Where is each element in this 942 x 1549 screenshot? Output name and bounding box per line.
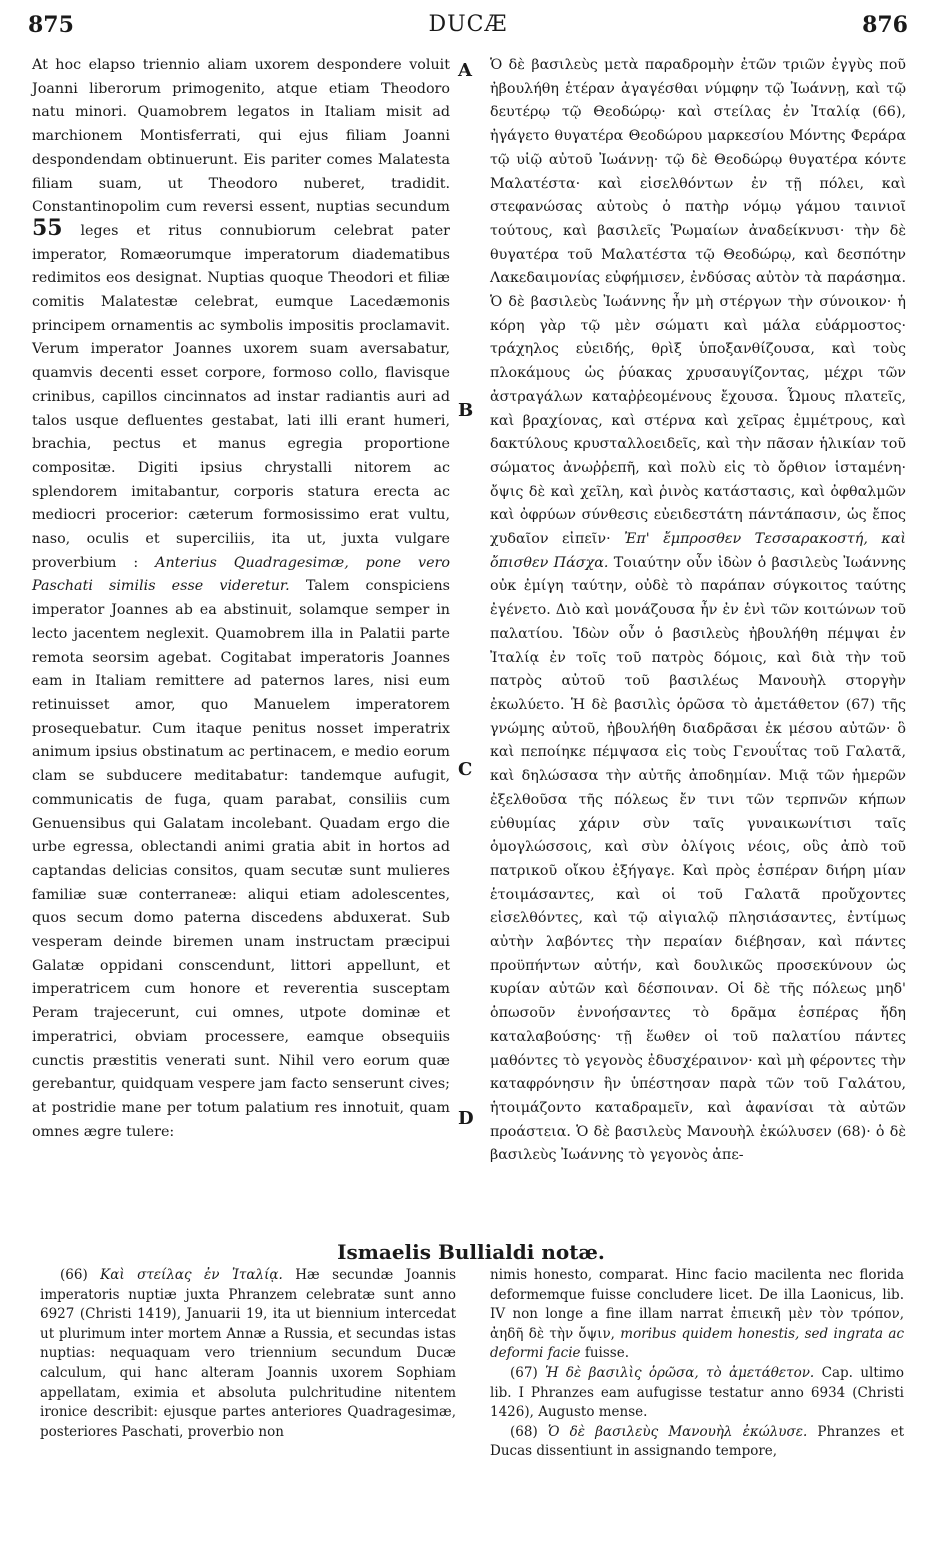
note-66-lemma: Καὶ στείλας ἐν Ἰταλίᾳ.: [100, 1267, 283, 1283]
note-68: [490, 1423, 904, 1462]
section-marker-a: A: [458, 60, 472, 81]
latin-column: [32, 54, 450, 1144]
section-marker-b: B: [458, 400, 474, 421]
latin-text-end: Talem conspiciens imperator Joannes ab ea abstinuit, solamque semper in lecto jacentem neglexit. Quamobrem illa in Palatii parte remota seorsim agebat. Cogitabat imperatoris Joannes eam in Italiam remittere ad paternos lares, nisi eum retinuisset amor, quo Manuelem imperatorem prosequebatur. Cum itaque penitus nosset imperatrix animum ipsius obstinatum ac pertinacem, e medio eorum clam se subducere meditabatur: tandemque aufugit, communicatis de fuga, quam parabat, consiliis cum Genuensibus qui Galatam incolebant. Quadam ergo die urbe egressa, oblectandi animi gratia abit in hortos ad captandas delicias consitos, quam secutæ sunt mulieres familiæ suæ conterraneæ: aliqui etiam adolescentes, quos secum domo paterna discedens abduxerat. Sub vesperam deinde biremen unam instructam præcipui Galatæ oppidani conscendunt, littori appellunt, et imperatricem cum honore et reverentia susceptam Peram trajecerunt, cui omnes, utpote dominæ et imperatrici, obviam processere, eamque obsequiis cunctis præstitis venerati sunt. Nihil vero eorum quæ gerebantur, quidquam vespere jam facto senserunt cives; at postridie mane per totum palatium res innotuit, quam omnes ægre tulere:: [32, 578, 450, 1140]
note-66-text: Hæ secundæ Joannis imperatoris nuptiæ juxta Phranzem celebratæ sunt anno 6927 (Christi 1419), Januarii 19, ita ut biennium intercedat ut plurimum inter mortem Annæ a Russia, et secundas istas nuptias: nequaquam vero triennium secundum Ducæ calculum, qui hanc alteram Joannis uxorem Sophiam appellatam, eximia et absoluta pulchritudine nitentem ironice describit: ejusque partes anteriores Quadragesimæ, posteriores Paschati, proverbio non: [40, 1267, 457, 1440]
note-66-cont-greek: ἐπιεικῆ μὲν τὸν τρόπον, ἀηδῆ δὲ τὴν ὄψιν,: [490, 1306, 905, 1342]
notes-right-column: [490, 1266, 904, 1462]
margin-number: 55: [32, 214, 63, 241]
note-68-label: (68): [510, 1423, 538, 1440]
page-number-right: 876: [862, 12, 908, 38]
greek-column: [490, 54, 906, 1168]
note-67-label: (67): [510, 1364, 538, 1381]
greek-proverb: Ἐπ' ἔμπροσθεν Τεσσαρακοστή, καὶ ὄπισθεν Πάσχα.: [490, 531, 906, 571]
note-66-label: (66): [60, 1267, 88, 1283]
note-67-text: Cap. ultimo lib. I Phranzes eam aufugisse testatur anno 6934 (Christi 1426), Augusto mense.: [490, 1364, 905, 1421]
running-head: DUCÆ: [428, 12, 508, 37]
latin-proverb: Anterius Quadragesimæ, pone vero Paschati similis esse videretur.: [32, 554, 450, 595]
section-marker-c: C: [458, 759, 473, 780]
page-header: [28, 12, 908, 42]
note-67-lemma: Ἡ δὲ βασιλὶς ὁρῶσα, τὸ ἀμετάθετον.: [545, 1364, 815, 1381]
section-marker-d: D: [458, 1108, 474, 1129]
note-68-lemma: Ὁ δὲ βασιλεὺς Μανουὴλ ἐκώλυσε.: [547, 1423, 808, 1440]
greek-text-start: Ὁ δὲ βασιλεὺς μετὰ παραδρομὴν ἐτῶν τριῶν ἐγγὺς ποῦ ἠβουλήθη ἑτέραν ἀγαγέσθαι νύμφην τῷ Ἰωάννῃ, καὶ τῷ δευτέρῳ τῷ Θεοδώρῳ· καὶ στείλας ἐν Ἰταλίᾳ (66), ἠγάγετο θυγατέρα Θεοδώρου μαρκεσίου Μόντης Φεράρα τῷ υἱῷ αὐτοῦ Ἰωάννῃ· τῷ δὲ Θεοδώρῳ θυγατέρα κόντε Μαλατέστα· καὶ εἰσελθόντων ἐν τῇ πόλει, καὶ στεφανώσας αὐτοὺς ὁ πατὴρ νόμῳ γάμου ταινιοῖ τούτους, καὶ βασιλεῖς Ῥωμαίων ἀναδείκνυσι· τὴν δὲ θυγατέρα τοῦ Μαλατέστα τῷ Θεοδώρῳ, καὶ δεσπότην Λακεδαιμονίας εὐφήμισεν, ἐνδύσας αὐτὸν τὰ παράσημα. Ὁ δὲ βασιλεὺς Ἰωάννης ἦν μὴ στέργων τὴν σύνοικον· ἡ κόρη γὰρ τῷ μὲν σώματι καὶ μάλα εὐάρμοστος· τράχηλος εὐειδής, θρὶξ ὑποξανθίζουσα, καὶ τοὺς πλοκάμους ὡς ῥύακας χρυσαυγίζοντας, μέχρι τῶν ἀστραγάλων καταῤῥεομένους ἔχουσα. Ὦμους πλατεῖς, καὶ βραχίονας, καὶ στέρνα καὶ χεῖρας ἐμμέτρους, καὶ δακτύλους κρυσταλλοειδεῖς, καὶ τὴν πᾶσαν ἡλικίαν τοῦ σώματος ἀνωῤῥεπῆ, καὶ πολὺ εἰς τὸ ὄρθιον ἱσταμένη· ὄψις δὲ καὶ χεῖλη, καὶ ῥινὸς κατάστασις, καὶ ὀφθαλμῶν καὶ ὀφρύων σύνθεσις εὐειδεστάτη πάντάπασιν, ὡς ἔπος χυδαῖον εἰπεῖν·: [490, 57, 906, 548]
note-68-text: Phranzes et Ducas dissentiunt in assignando tempore,: [490, 1423, 905, 1460]
note-67: [490, 1364, 904, 1423]
latin-text-start: At hoc elapso triennio aliam uxorem despondere voluit Joanni liberorum primogenito, atque etiam Theodoro natu minori. Quamobrem legatos in Italiam misit ad marchionem Montisferrati, qui ejus filiam Joanni despondendam obtinuerunt. Eis pariter comes Malatesta filiam suam, ut Theodoro nuberet, tradidit. Constantinopolim cum reversi essent, nuptias secundum: [32, 57, 450, 216]
latin-text-middle: leges et ritus connubiorum celebrat pater imperator, Romæorumque imperatorum diadematibus redimitos eos designat. Nuptias quoque Theodori et filiæ comitis Malatestæ celebrat, eumque Lacedæmonis principem ornamentis ac symbolis impositis proclamavit. Verum imperator Joannes uxorem suam aversabatur, quamvis decenti esset corpore, formoso collo, flavisque crinibus, capillos cincinnatos ad instar radiantis auri ad talos usque defluentes gestabat, lati illi erant humeri, brachia, pectus et manus egregia proportione compositæ. Digiti ipsius chrystalli nitorem ac splendorem imitabantur, corporis statura erecta ac mediocri procerior: cæterum formosissimo erat vultu, naso, oculis et superciliis, ita ut, juxta vulgare proverbium :: [32, 222, 450, 571]
note-66-cont-italic: moribus quidem honestis, sed ingrata ac deformi facie: [490, 1325, 905, 1362]
note-66-cont-end: fuisse.: [584, 1345, 629, 1362]
page-number-left: 875: [28, 12, 74, 38]
notes-left-column: [40, 1266, 456, 1442]
notes-heading: Ismaelis Bullialdi notæ.: [337, 1240, 605, 1264]
greek-paragraph: [490, 54, 906, 1168]
note-66: [40, 1266, 456, 1442]
greek-text-end: Τοιαύτην οὖν ἰδὼν ὁ βασιλεὺς Ἰωάννης οὐκ ἐμίγη ταύτην, οὐδὲ τὸ παράπαν σύγκοιτος ταύτης ἐγένετο. Διὸ καὶ μονάζουσα ἦν ἐν ἑνὶ τῶν κοιτώνων τοῦ παλατίου. Ἰδὼν οὖν ὁ βασιλεὺς ἠβουλήθη πέμψαι ἐν Ἰταλίᾳ ἐν τοῖς τοῦ πατρὸς δόμοις, καὶ διὰ τὴν τοῦ πατρὸς αὐτοῦ τοῦ βασιλέως Μανουὴλ στοργὴν ἐκωλύετο. Ἡ δὲ βασιλὶς ὁρῶσα τὸ ἀμετάθετον (67) τῆς γνώμης αὐτοῦ, ἠβουλήθη διαδρᾶσαι ἐκ μέσου αὐτῶν· ὃ καὶ πεποίηκε πέμψασα εἰς τοὺς Γενουΐτας τοῦ Γαλατᾶ, καὶ δηλώσασα τὴν αὐτῆς ἀποδημίαν. Μιᾷ τῶν ἡμερῶν ἐξελθοῦσα τῆς πόλεως ἔν τινι τῶν τερπνῶν κήπων εὐθυμίας χάριν σὺν ταῖς γυναικωνίτισι ταῖς ὁμογλώσσοις, καὶ σὺν ὀλίγοις νέοις, οὓς ἀπὸ τοῦ πατρικοῦ οἴκου ἐξήγαγε. Καὶ πρὸς ἑσπέραν διήρη μίαν ἑτοιμάσαντες, καὶ οἱ τοῦ Γαλατᾶ προὔχοντες εἰσελθόντες, καὶ τῷ αἰγιαλῷ πλησιάσαντες, ἐντίμως αὐτὴν λαβόντες τὴν περαίαν διέβησαν, καὶ πάντες προϋπήντων αὐτήν, καὶ δουλικῶς προσεκύνουν ὡς κυρίαν αὐτῶν καὶ δέσποιναν. Οἱ δὲ τῆς πόλεως μηδ' ὁπωσοῦν ἐννοήσαντες τὸ δρᾶμα ἑσπέρας ἤδη καταλαβούσης· τῇ ἕωθεν οἱ τοῦ παλατίου πάντες μαθόντες τὸ γεγονὸς ἐδυσχέραινον· καὶ μὴ φέροντες τὴν καταφρόνησιν ἣν ὑπέστησαν παρὰ τῶν τοῦ Γαλάτου, ἡτοιμάζοντο καταδραμεῖν, καὶ ἀφανίσαι τὰ αὐτῶν προάστεια. Ὁ δὲ βασιλεὺς Μανουὴλ ἐκώλυσεν (68)· ὁ δὲ βασιλεὺς Ἰωάννης τὸ γεγονὸς ἀπε-: [490, 554, 907, 1164]
note-66-continued: [490, 1266, 904, 1364]
note-66-cont-text: nimis honesto, comparat. Hinc facio macilenta nec florida deformemque fuisse concludere licet. De illa Laonicus, lib. IV non longe a fine illam narrat: [490, 1267, 904, 1323]
latin-paragraph: [32, 54, 450, 1144]
